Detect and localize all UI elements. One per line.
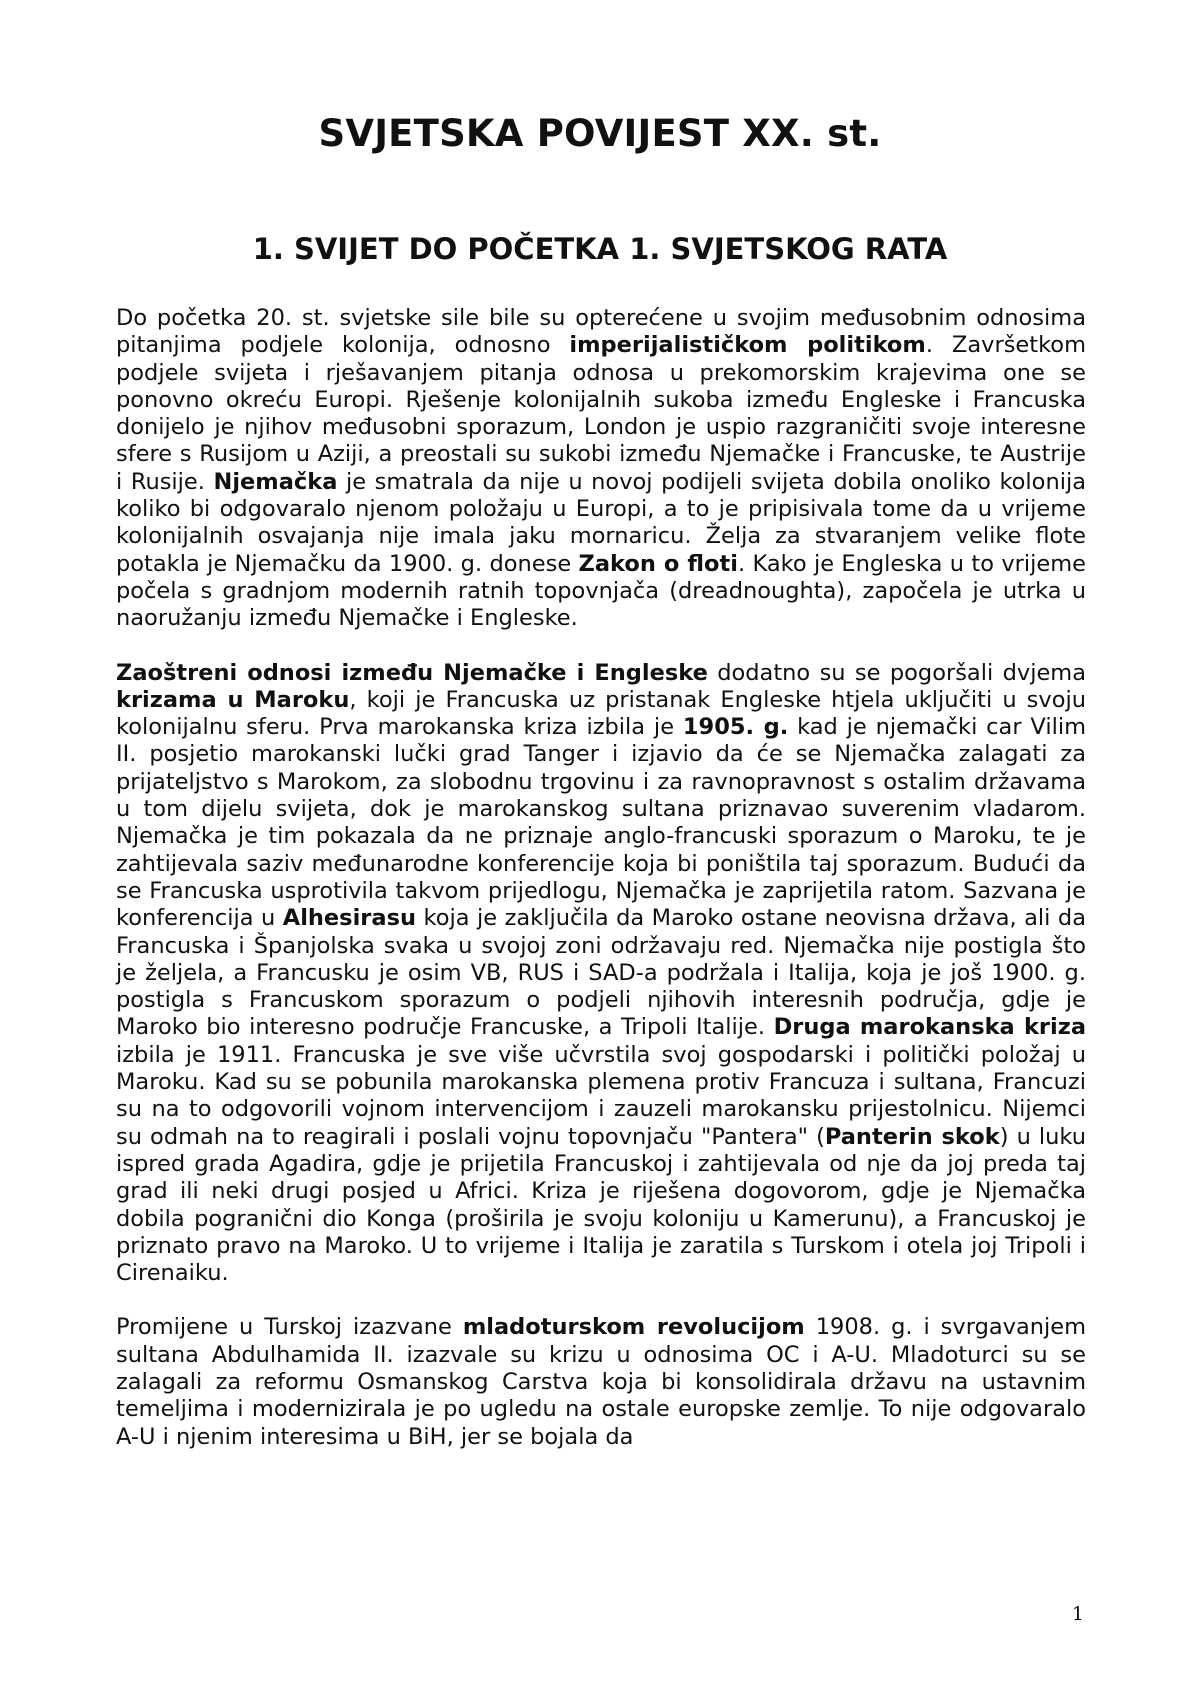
- bold-text-segment: mladoturskom revolucijom: [462, 1314, 805, 1341]
- text-segment: 1908. g. i svrgavanjem sultana Abdulhamida II. izazvale su krizu u odnosima OC i A-U. Mladoturci su se zalagali za reformu Osmanskog Carstva koja bi konsolidirala državu na ustavnim temeljima i modernizirala je po ugledu na ostale europske zemlje. To nije odgovaralo A-U i njenim interesima u BiH, jer se bojala da: [116, 1314, 1087, 1450]
- bold-text-segment: krizama u Maroku: [116, 686, 350, 713]
- bold-text-segment: Druga marokanska kriza: [773, 1014, 1087, 1041]
- page-number: 1: [1071, 1603, 1084, 1625]
- bold-text-segment: 1905. g.: [682, 714, 789, 741]
- bold-text-segment: imperijalističkom politikom: [569, 332, 926, 359]
- bold-text-segment: Njemačka: [213, 468, 338, 495]
- text-segment: kad je njemački car Vilim II. posjetio marokanski lučki grad Tanger i izjavio da će se Njemačka zalagati za prijateljstvo s Marokom, za slobodnu trgovinu i za ravnopravnost s ostalim državama u tom dijelu svijeta, dok je marokanskog sultana priznavao suverenim vladarom. Njemačka je tim pokazala da ne priznaje anglo-francuski sporazum o Maroku, te je zahtijevala saziv međunarodne konferencije koja bi poništila taj sporazum. Budući da se Francuska usprotivila takvom prijedlogu, Njemačka je zaprijetila ratom. Sazvana je konferencija u: [116, 714, 1086, 932]
- text-segment: koja je zaključila da Maroko ostane neovisna država, ali da Francuska i Španjolska svaka u svojoj zoni održavaju red. Njemačka nije postigla što je željela, a Francusku je osim VB, RUS i SAD-a podržala i Italija, koja je još 1900. g. postigla s Francuskom sporazum o podjeli njihovih interesnih područja, gdje je Maroko bio interesno područje Francuske, a Tripoli Italije.: [116, 905, 1086, 1041]
- text-segment: . Kako je Engleska u to vrijeme počela s gradnjom modernih ratnih topovnjača (dreadnoughta), započela je utrka u naoružanju između Njemačke i Engleske.: [116, 550, 1086, 632]
- body-text: [116, 305, 1086, 1478]
- text-segment: je smatrala da nije u novoj podijeli svijeta dobila onoliko kolonija koliko bi odgovaralo njenom položaju u Europi, a to je pripisivala tome da u vrijeme kolonijalnih osvajanja nije imala jaku mornaricu. Želja za stvaranjem velike flote potakla je Njemačku da 1900. g. donese: [116, 468, 1086, 577]
- text-segment: dodatno su se pogoršali dvjema: [707, 659, 1087, 686]
- text-segment: ) u luku ispred grada Agadira, gdje je prijetila Francuskoj i zahtijevala od nje da joj preda taj grad ili neki drugi posjed u Africi. Kriza je riješena dogovorom, gdje je Njemačka dobila pogranični dio Konga (proširila je svoju koloniju u Kamerunu), a Francuskoj je priznato pravo na Maroko. U to vrijeme i Italija je zaratila s Turskom i otela joj Tripoli i Cirenaiku.: [116, 1123, 1087, 1287]
- text-segment: . Završetkom podjele svijeta i rješavanjem pitanja odnosa u prekomorskim krajevima one se ponovno okreću Europi. Rješenje kolonijalnih sukoba između Engleske i Francuska donijelo je njihov međusobni sporazum, London je uspio razgraničiti svoje interesne sfere s Rusijom u Aziji, a preostali su sukobi između Njemačke i Francuske, te Austrije i Rusije.: [116, 332, 1086, 495]
- paragraph-3: [116, 1314, 1086, 1450]
- document-title: SVJETSKA POVIJEST XX. st.: [318, 112, 882, 155]
- text-segment: Do početka 20. st. svjetske sile bile su opterećene u svojim međusobnim odnosima pitanjima podjele kolonija, odnosno: [116, 305, 1086, 359]
- paragraph-2: [116, 660, 1086, 1288]
- paragraph-1: [116, 305, 1086, 633]
- text-segment: , koji je Francuska uz pristanak Engleske htjela uključiti u svoju kolonijalnu sferu. Prva marokanska kriza izbila je: [116, 686, 1086, 741]
- chapter-heading: 1. SVIJET DO POČETKA 1. SVJETSKOG RATA: [252, 232, 948, 266]
- text-segment: izbila je 1911. Francuska je sve više učvrstila svoj gospodarski i politički položaj u Maroku. Kad su se pobunila marokanska plemena protiv Francuza i sultana, Francuzi su na to odgovorili vojnom intervencijom i zauzeli marokansku prijestolnicu. Nijemci su odmah na to reagirali i poslali vojnu topovnjaču "Pantera" (: [116, 1041, 1086, 1150]
- bold-text-segment: Alhesirasu: [282, 905, 416, 932]
- bold-text-segment: Zakon o floti: [578, 550, 738, 577]
- text-segment: Promijene u Turskoj izazvane: [116, 1314, 463, 1341]
- bold-text-segment: Zaoštreni odnosi između Njemačke i Engleske: [116, 659, 708, 686]
- bold-text-segment: Panterin skok: [824, 1123, 1000, 1150]
